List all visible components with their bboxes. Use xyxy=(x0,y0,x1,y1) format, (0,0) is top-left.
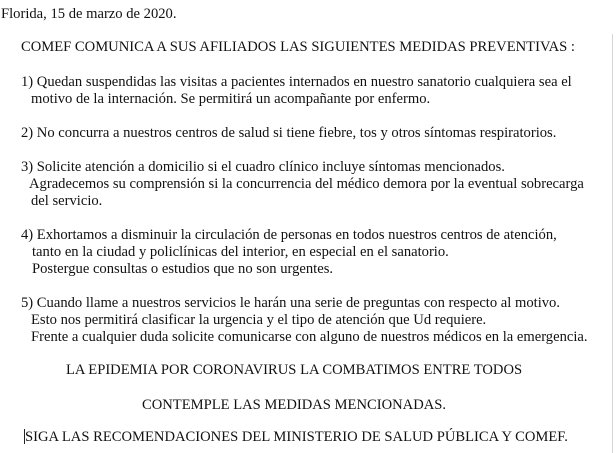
measure-1-line-1: 1) Quedan suspendidas las visitas a pacientes internados en nuestro sanatorio cualquiera sea el xyxy=(21,74,572,90)
measure-1-line-2: motivo de la internación. Se permitirá un acompañante por enfermo. xyxy=(31,91,431,107)
measure-3-line-1: 3) Solicite atención a domicilio si el cuadro clínico incluye síntomas mencionados. xyxy=(21,159,505,175)
measure-3-line-3: del servicio. xyxy=(31,193,103,209)
page-edge-rule xyxy=(612,34,613,453)
measure-4-line-2: tanto en la ciudad y policlínicas del interior, en especial en el sanatorio. xyxy=(32,244,449,260)
date-line: Florida, 15 de marzo de 2020. xyxy=(1,6,177,22)
measure-5-line-3: Frente a cualquier duda solicite comunicarse con alguno de nuestros médicos en la emergencia. xyxy=(31,329,588,345)
measure-4-line-1: 4) Exhortamos a disminuir la circulación de personas en todos nuestros centros de atención, xyxy=(21,227,557,243)
measure-4-line-3: Postergue consultas o estudios que no son urgentes. xyxy=(32,261,334,277)
closing-line-1: LA EPIDEMIA POR CORONAVIRUS LA COMBATIMOS ENTRE TODOS xyxy=(66,362,523,378)
measure-2-line-1: 2) No concurra a nuestros centros de salud si tiene fiebre, tos y otros síntomas respiratorios. xyxy=(21,125,557,141)
measure-3-line-2: Agradecemos su comprensión si la concurrencia del médico demora por la eventual sobrecarga xyxy=(29,176,584,192)
text-cursor xyxy=(24,429,25,444)
measure-5-line-2: Esto nos permitirá clasificar la urgencia y el tipo de atención que Ud requiere. xyxy=(31,312,487,328)
closing-line-2: CONTEMPLE LAS MEDIDAS MENCIONADAS. xyxy=(142,397,447,413)
measure-5-line-1: 5) Cuando llame a nuestros servicios le harán una serie de preguntas con respecto al motivo. xyxy=(21,295,560,311)
announcement-heading: COMEF COMUNICA A SUS AFILIADOS LAS SIGUIENTES MEDIDAS PREVENTIVAS : xyxy=(21,39,575,55)
closing-line-3[interactable]: SIGA LAS RECOMENDACIONES DEL MINISTERIO DE SALUD PÚBLICA Y COMEF. xyxy=(25,429,568,445)
